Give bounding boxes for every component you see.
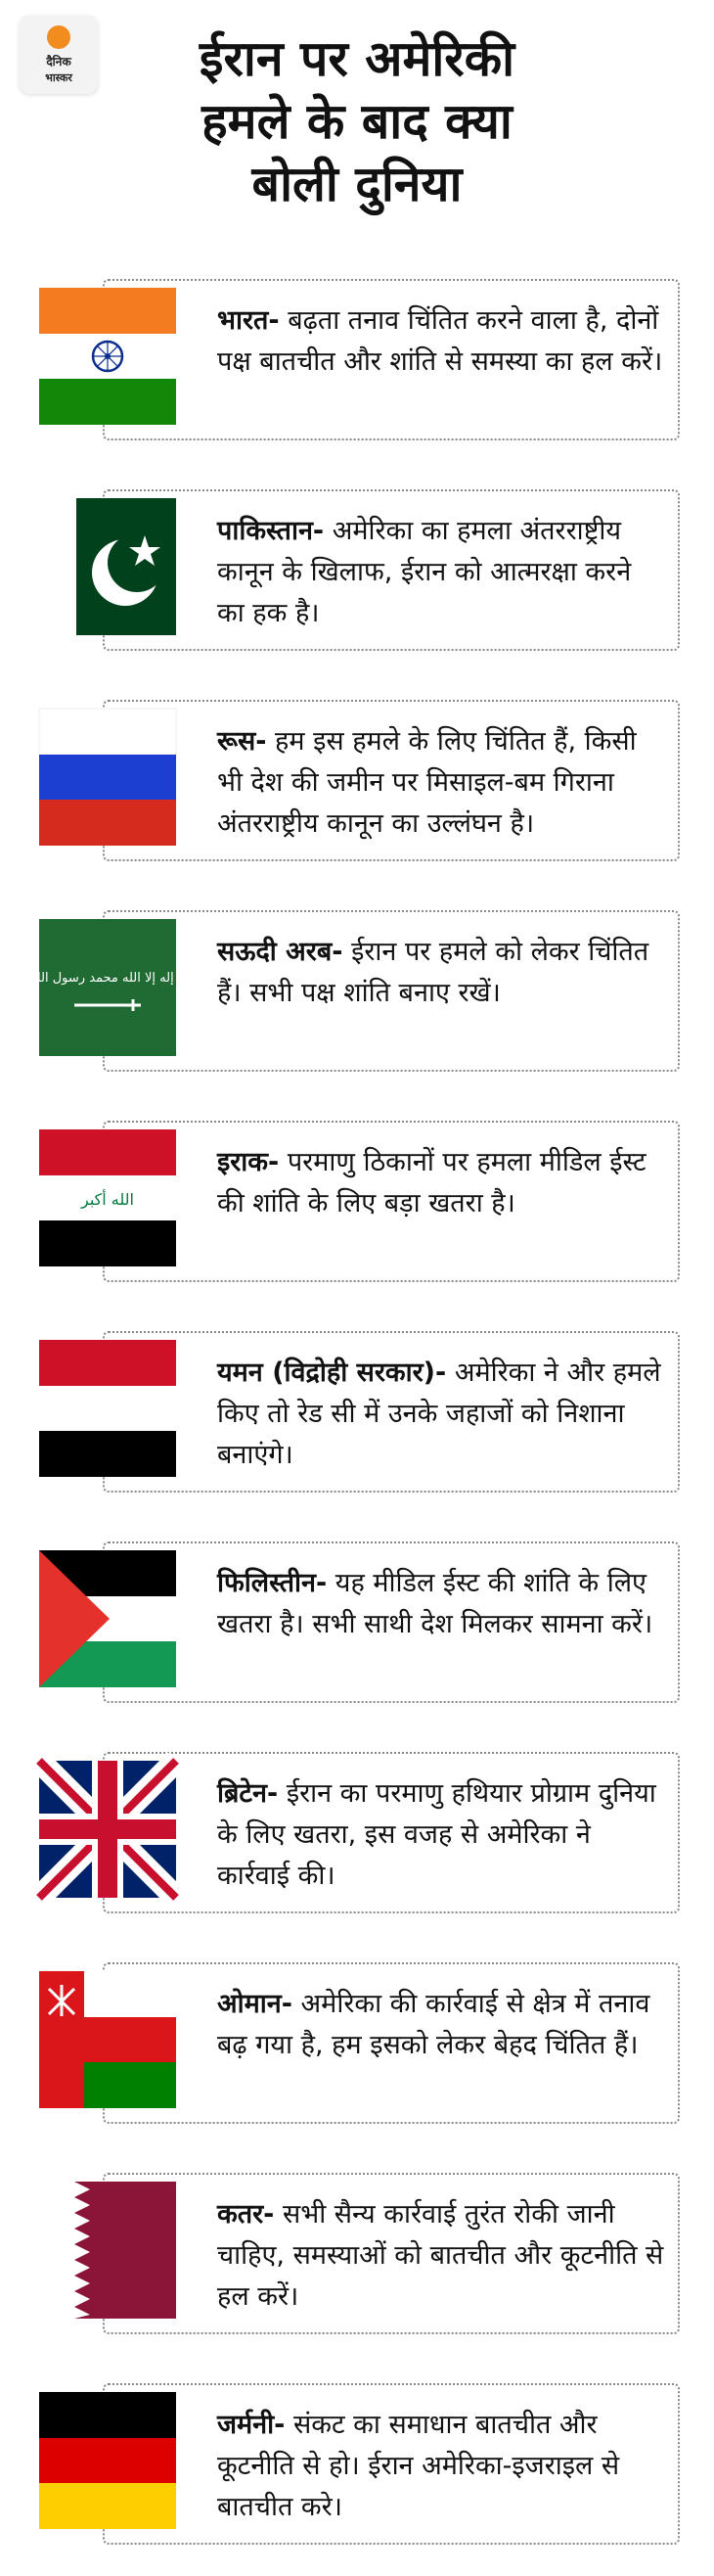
country-statement <box>217 1984 666 2066</box>
country-name: जर्मनी- <box>217 2410 286 2440</box>
statement-text: संकट का समाधान बातचीत और कूटनीति से हो। ईरान अमेरिका-इजराइल से बातचीत करे। <box>217 2410 620 2522</box>
country-card-india <box>103 279 680 440</box>
country-name: सऊदी अरब- <box>217 937 343 967</box>
statement-text: अमेरिका का हमला अंतरराष्ट्रीय कानून के खिलाफ, ईरान को आत्मरक्षा करने का हक है। <box>217 516 632 628</box>
country-card-pakistan <box>103 489 680 651</box>
title-line-3: बोली दुनिया <box>251 156 463 212</box>
uk-flag-icon <box>39 1761 176 1898</box>
logo-text-line1: दैनिक <box>46 55 71 69</box>
logo-text-line2: भास्कर <box>45 71 72 84</box>
flag-script: الله أكبر <box>81 1190 134 1209</box>
country-card-germany <box>103 2383 680 2545</box>
qatar-flag-icon <box>39 2182 176 2319</box>
pakistan-flag-icon <box>39 498 176 635</box>
india-flag-icon <box>39 288 176 425</box>
country-statement <box>217 932 666 1014</box>
country-statement <box>217 2194 666 2318</box>
title-line-2: हमले के बाद क्या <box>201 93 513 150</box>
palestine-flag-icon <box>39 1550 176 1687</box>
yemen-flag-icon <box>39 1340 176 1477</box>
flag-script: لا إله إلا الله محمد رسول الله <box>29 971 186 986</box>
title-line-1: ईरान पर अमेरिकी <box>199 30 515 87</box>
country-statement <box>217 1773 666 1897</box>
sun-icon <box>47 25 70 49</box>
country-card-oman <box>103 1962 680 2124</box>
country-statement <box>217 300 666 383</box>
country-statement <box>217 511 666 634</box>
page-title <box>88 27 626 215</box>
germany-flag-icon <box>39 2392 176 2529</box>
country-name: यमन (विद्रोही सरकार)- <box>217 1357 447 1388</box>
country-card-saudi-arabia <box>103 910 680 1072</box>
oman-flag-icon <box>39 1971 176 2108</box>
country-name: ओमान- <box>217 1989 292 2019</box>
country-statement <box>217 1563 666 1645</box>
country-name: इराक- <box>217 1147 280 1177</box>
header <box>0 0 714 240</box>
saudi-arabia-flag-icon <box>29 919 186 1056</box>
country-statement <box>217 721 666 845</box>
country-card-qatar <box>103 2173 680 2334</box>
dainik-bhaskar-logo[interactable] <box>20 16 98 94</box>
country-card-palestine <box>103 1541 680 1703</box>
country-name: फिलिस्तीन- <box>217 1568 328 1598</box>
statement-text: परमाणु ठिकानों पर हमला मीडिल ईस्ट की शांति के लिए बड़ा खतरा है। <box>217 1147 647 1219</box>
country-name: भारत- <box>217 305 280 336</box>
country-statement <box>217 1353 666 1476</box>
statement-text: अमेरिका ने और हमले किए तो रेड सी में उनके जहाजों को निशाना बनाएंगे। <box>217 1357 661 1470</box>
country-statement <box>217 2405 666 2528</box>
country-name: रूस- <box>217 726 267 757</box>
statement-text: हम इस हमले के लिए चिंतित हैं, किसी भी देश की जमीन पर मिसाइल-बम गिराना अंतरराष्ट्रीय कानून का उल्लंघन है। <box>217 726 637 839</box>
russia-flag-icon <box>39 709 176 846</box>
country-card-russia <box>103 700 680 861</box>
statement-text: अमेरिका की कार्रवाई से क्षेत्र में तनाव बढ़ गया है, हम इसको लेकर बेहद चिंतित हैं। <box>217 1989 650 2060</box>
statement-text: सभी सैन्य कार्रवाई तुरंत रोकी जानी चाहिए, समस्याओं को बातचीत और कूटनीति से हल करें। <box>217 2199 664 2312</box>
country-statement <box>217 1142 666 1224</box>
country-card-iraq <box>103 1121 680 1282</box>
statement-text: बढ़ता तनाव चिंतित करने वाला है, दोनों पक्ष बातचीत और शांति से समस्या का हल करें। <box>217 305 663 377</box>
iraq-flag-icon <box>39 1129 176 1266</box>
country-name: पाकिस्तान- <box>217 516 325 546</box>
country-name: कतर- <box>217 2199 275 2230</box>
statement-text: ईरान पर हमले को लेकर चिंतित हैं। सभी पक्ष शांति बनाए रखें। <box>217 937 649 1008</box>
country-card-uk <box>103 1752 680 1913</box>
statement-text: यह मीडिल ईस्ट की शांति के लिए खतरा है। सभी साथी देश मिलकर सामना करें। <box>217 1568 653 1639</box>
country-card-yemen <box>103 1331 680 1493</box>
country-name: ब्रिटेन- <box>217 1778 279 1809</box>
statement-text: ईरान का परमाणु हथियार प्रोग्राम दुनिया के लिए खतरा, इस वजह से अमेरिका ने कार्रवाई की। <box>217 1778 656 1891</box>
